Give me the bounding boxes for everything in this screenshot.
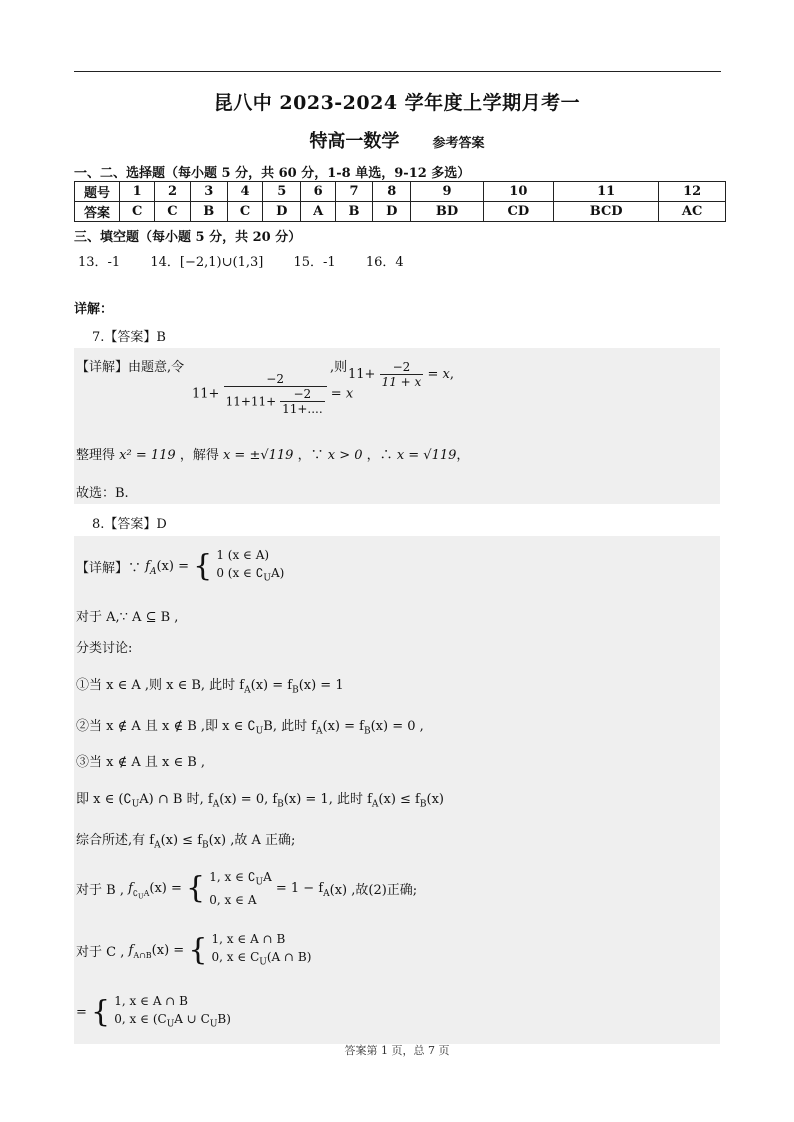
table-row-answers [75, 202, 726, 222]
q8-final: = { 1, x ∈ A ∩ B 0, x ∈ ($C_UA$ ∪ $C_UB$) [76, 992, 231, 1033]
table-cell: B [335, 202, 372, 222]
cf-fraction [224, 372, 327, 416]
q8-case-3-detail: 即 x ∈ $(∁_UA)$ ∩ B 时, $f_A(x) = 0$, $f_B(x) = 1$, 此时 $f_A(x) \le f_B(x)$ [76, 792, 444, 810]
q7-tidy: 整理得 [76, 448, 116, 463]
answer-key-label: 参考答案 [432, 136, 485, 151]
q8-case-1: ①当 x ∈ A ,则 x ∈ B, 此时 $f_A(x) = f_B(x) = 1$ [76, 678, 344, 696]
brace-icon: { [188, 932, 208, 968]
q8-case-2: ②当 x ∉ A 且 x ∉ B ,即 x ∈ $∁_UB$, 此时 $f_A(x) = f_B(x) = 0$ , [76, 719, 424, 737]
table-cell: 10 [483, 182, 553, 202]
q8-definition: 【详解】∵ $f_A(x)$ = { 1 (x ∈ A) 0 (x ∈ $∁_UA$) [76, 546, 284, 587]
table-cell: 11 [554, 182, 659, 202]
eq2-rhs: = x [427, 367, 450, 382]
q7-continued-fraction [192, 372, 353, 416]
table-cell: 1 [120, 182, 155, 202]
section-choice-heading: 一、二、选择题（每小题 5 分，共 60 分，1-8 单选，9-12 多选） [74, 166, 471, 181]
cf-inner-denominator: 11+.... [282, 402, 323, 416]
table-cell: A [301, 202, 335, 222]
table-cell: 8 [373, 182, 411, 202]
q7-equation2: 11+ $\frac{-2}{11 + x}$ = x, [348, 360, 454, 389]
q8-case-3: ③当 x ∉ A 且 x ∈ B , [76, 755, 206, 770]
table-cell: CD [483, 202, 553, 222]
table-cell: 6 [301, 182, 335, 202]
q8-classify: 分类讨论: [76, 641, 133, 656]
cf-inner-numerator: −2 [280, 387, 325, 402]
q8-forC-cases: 1, x ∈ A ∩ B 0, x ∈ $C_U(A$ ∩ B) [211, 932, 312, 968]
q7-solution-line: 整理得 x² = 119 ，解得 x = ±√119 ，∵ x > 0 ，∴ x = √119， [76, 448, 470, 463]
q7-x-solution: x = ±√119 [222, 448, 294, 463]
details-heading: 详解： [74, 302, 114, 317]
q8-forC: 对于 C , $f_{A\cap B}(x)$ = { 1, x ∈ A ∩ B 0, x ∈ $C_U(A$ ∩ B) [76, 930, 311, 971]
table-cell: 7 [335, 182, 372, 202]
page-footer: 答案第 1 页，总 7 页 [344, 1044, 450, 1057]
cf-inner-fraction [280, 387, 325, 416]
q8-fA: f [145, 559, 150, 575]
fill-answers [78, 251, 404, 270]
subtitle [0, 127, 794, 153]
cf-denominator [224, 387, 327, 416]
table-cell: 3 [190, 182, 227, 202]
q7-x-result: x = √119 [396, 448, 457, 463]
table-cell: BCD [554, 202, 659, 222]
brace-icon: { [186, 870, 206, 906]
q7-solve: ，解得 [179, 448, 219, 463]
table-cell: D [263, 202, 301, 222]
q7-therefore: ，∴ [366, 448, 393, 463]
eq2-numerator: −2 [380, 360, 424, 375]
eq2-fraction [380, 360, 424, 389]
cf-den-text: 11+11+ [225, 394, 277, 409]
q8-intro: 【详解】∵ [76, 561, 142, 577]
case-line: 1 (x ∈ A) [216, 548, 270, 562]
q8-forA: 对于 A,∵ A ⊆ B , [76, 610, 179, 625]
fill-answer-15: 15．-1 [293, 255, 336, 270]
cf-lead: 11+ [192, 386, 220, 402]
table-cell: C [155, 202, 190, 222]
table-cell: 5 [263, 182, 301, 202]
section-fill-heading: 三、填空题（每小题 5 分，共 20 分） [74, 230, 302, 245]
row-label: 题号 [75, 182, 120, 202]
q7-x-positive: x > 0 [327, 448, 363, 463]
header-rule [74, 71, 721, 72]
table-cell: C [227, 202, 262, 222]
q8-answer-line: 8.【答案】D [92, 517, 167, 532]
cf-numerator: −2 [224, 372, 327, 387]
brace-icon: { [193, 548, 213, 584]
q8-final-cases: 1, x ∈ A ∩ B 0, x ∈ ($C_UA$ ∪ $C_UB$) [114, 994, 231, 1030]
table-cell: 2 [155, 182, 190, 202]
q7-choose: 故选：B. [76, 486, 129, 501]
answer-table [74, 181, 726, 222]
q7-intro: 【详解】由题意,令 [76, 360, 185, 375]
fill-answer-14: [−2,1)∪(1,3] [179, 255, 264, 270]
q8-forB: 对于 B , $f_{∁_UA}(x)$ = { 1, x ∈ $∁_UA$ 0, x ∈ A = $1 - f_A(x)$ ,故(2)正确; [76, 870, 418, 908]
q7-x-squared: x² = 119 [119, 448, 176, 463]
case-line: 0 (x ∈ $∁_UA$) [216, 566, 285, 584]
cf-rhs: = x [330, 386, 354, 402]
subject-title: 特高一数学 [309, 131, 400, 152]
table-row-numbers [75, 182, 726, 202]
eq2-denominator: 11 + x [381, 375, 422, 389]
table-cell: B [190, 202, 227, 222]
table-cell: 4 [227, 182, 262, 202]
fill-answer-14-num: 14． [150, 255, 180, 270]
table-cell: AC [659, 202, 726, 222]
q8-summary: 综合所述,有 $f_A(x) \le f_B(x)$ ,故 A 正确; [76, 833, 296, 851]
table-cell: D [373, 202, 411, 222]
q8-forB-cases: 1, x ∈ $∁_UA$ 0, x ∈ A [209, 870, 272, 908]
fill-answer-16: 16．4 [365, 255, 404, 270]
brace-icon: { [91, 994, 111, 1030]
q7-answer-line: 7.【答案】B [92, 330, 166, 345]
page-title: 昆八中 2023-2024 学年度上学期月考一 [213, 92, 581, 114]
table-cell: 9 [411, 182, 483, 202]
q8-cases [216, 546, 284, 587]
row-label: 答案 [75, 202, 120, 222]
table-cell: 12 [659, 182, 726, 202]
table-cell: BD [411, 202, 483, 222]
q7-since: ，∵ [297, 448, 324, 463]
table-cell: C [120, 202, 155, 222]
fill-answer-13: 13．-1 [78, 255, 121, 270]
q7-then: ,则 [330, 360, 348, 375]
